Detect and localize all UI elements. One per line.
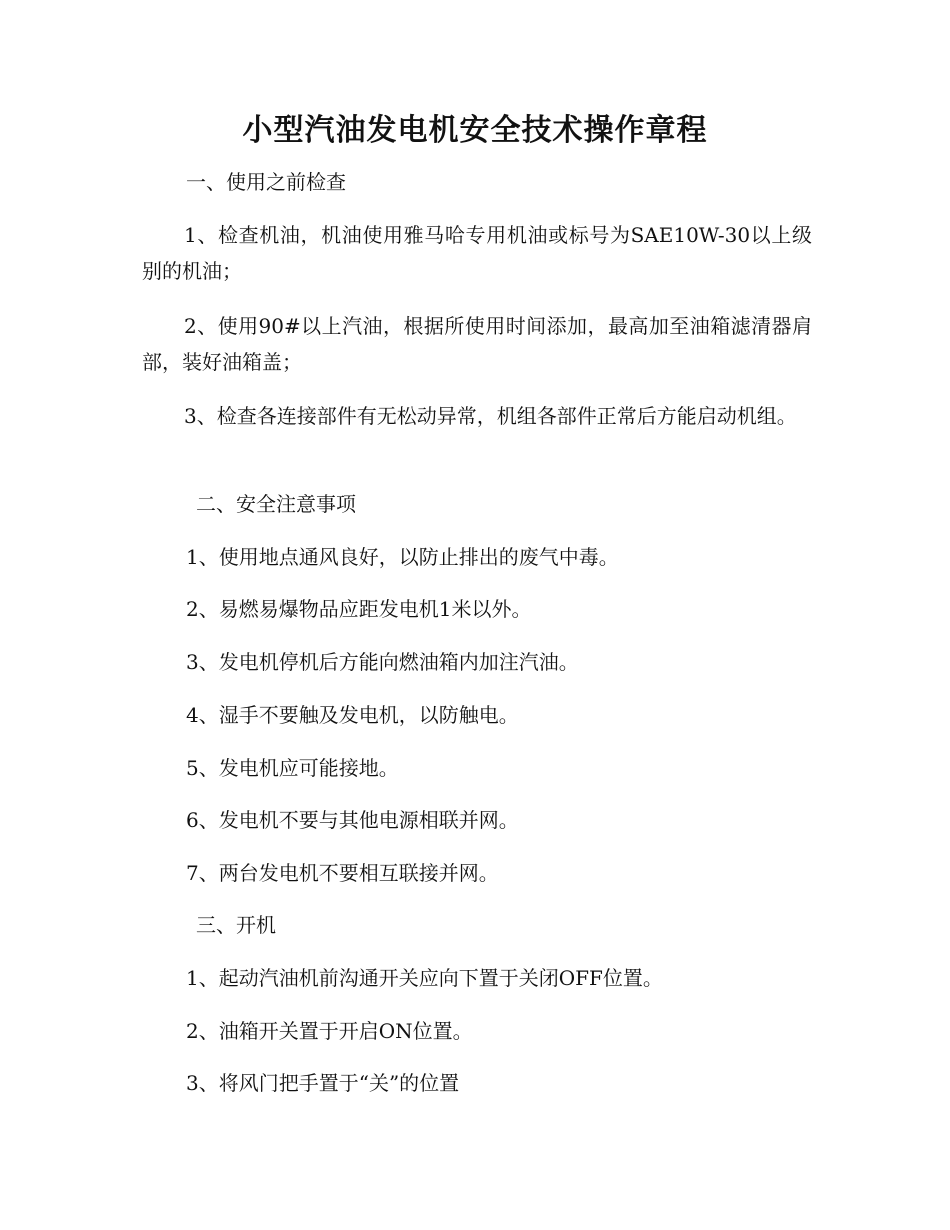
start-item-2: 2、油箱开关置于开启ON位置。 — [186, 1019, 473, 1043]
section-heading-start: 三、开机 — [196, 913, 276, 937]
safety-item-1: 1、使用地点通风良好，以防止排出的废气中毒。 — [186, 545, 619, 569]
section-heading-safety: 二、安全注意事项 — [196, 492, 356, 516]
safety-item-4: 4、湿手不要触及发电机，以防触电。 — [186, 703, 519, 727]
safety-item-2: 2、易燃易爆物品应距发电机1米以外。 — [186, 597, 532, 621]
section-heading-check: 一、使用之前检查 — [186, 170, 346, 194]
paragraph-check-2: 2、使用90#以上汽油，根据所使用时间添加，最高加至油箱滤清器肩部，装好油箱盖； — [142, 314, 812, 374]
paragraph-check-3: 3、检查各连接部件有无松动异常，机组各部件正常后方能启动机组。 — [184, 404, 797, 428]
start-item-1: 1、起动汽油机前沟通开关应向下置于关闭OFF位置。 — [186, 966, 663, 990]
safety-item-6: 6、发电机不要与其他电源相联并网。 — [186, 808, 519, 832]
safety-item-5: 5、发电机应可能接地。 — [186, 756, 399, 780]
start-item-3: 3、将风门把手置于“关”的位置 — [186, 1071, 460, 1095]
document-title: 小型汽油发电机安全技术操作章程 — [242, 113, 708, 148]
paragraph-check-1: 1、检查机油，机油使用雅马哈专用机油或标号为SAE10W-30以上级别的机油； — [142, 223, 812, 283]
safety-item-3: 3、发电机停机后方能向燃油箱内加注汽油。 — [186, 650, 579, 674]
safety-item-7: 7、两台发电机不要相互联接并网。 — [186, 861, 499, 885]
